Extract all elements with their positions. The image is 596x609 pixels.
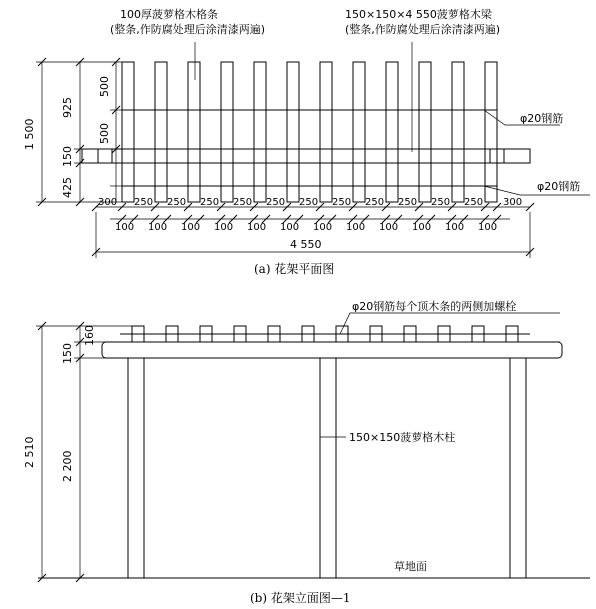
rebar-label-2: φ20钢筋 xyxy=(537,180,581,193)
dim-spacing: 250 xyxy=(167,197,187,208)
plan-slats xyxy=(122,62,497,202)
note-beam-2: (整条,作防腐处理后涂清漆两遍) xyxy=(345,23,501,36)
dim-elev-slat: 160 xyxy=(83,325,96,346)
elev-column-left xyxy=(128,358,144,578)
dim-slat-width: 100 xyxy=(346,222,366,233)
dim-elev-beam: 150 xyxy=(61,343,74,364)
elev-column-right xyxy=(510,358,526,578)
plan-slat xyxy=(254,62,266,202)
dim-spacing: 250 xyxy=(134,197,154,208)
dim-lower: 425 xyxy=(61,177,74,198)
dim-slat-width: 100 xyxy=(379,222,399,233)
note-slat-2: (整条,作防腐处理后涂清漆两遍) xyxy=(110,23,266,36)
dim-slat-width: 100 xyxy=(148,222,168,233)
dim-total-length: 4 550 xyxy=(290,238,322,251)
dim-spacing: 250 xyxy=(431,197,451,208)
plan-view xyxy=(23,7,590,276)
dim-slat-width: 100 xyxy=(115,222,135,233)
plan-slat xyxy=(155,62,167,202)
dim-slat-width: 100 xyxy=(412,222,432,233)
dim-end-left: 300 xyxy=(98,197,118,208)
dim-total-height: 1 500 xyxy=(23,118,36,150)
elev-column-middle xyxy=(320,358,336,578)
plan-slat xyxy=(485,62,497,202)
plan-beam xyxy=(82,149,530,163)
plan-slat xyxy=(188,62,200,202)
dim-spacing: 250 xyxy=(266,197,286,208)
dim-slat-width: 100 xyxy=(280,222,300,233)
bolt-note: φ20钢筋每个顶木条的两侧加螺栓 xyxy=(352,300,517,313)
dim-500-b: 500 xyxy=(98,123,111,144)
column-note: 150×150菠萝格木柱 xyxy=(349,431,456,444)
dim-elev-column: 2 200 xyxy=(61,450,74,482)
dim-elev-total: 2 510 xyxy=(23,436,36,468)
note-beam-1: 150×150×4 550菠萝格木梁 xyxy=(345,8,492,21)
dim-spacing: 250 xyxy=(365,197,385,208)
plan-slats-over xyxy=(122,149,497,163)
rebar-label-1: φ20钢筋 xyxy=(520,112,564,125)
dim-upper: 925 xyxy=(61,97,74,118)
plan-column-left xyxy=(98,149,112,163)
dim-spacing: 250 xyxy=(398,197,418,208)
plan-slat xyxy=(452,62,464,202)
dim-slat-width: 100 xyxy=(181,222,201,233)
dim-slat-width: 100 xyxy=(478,222,498,233)
dim-slat-width: 100 xyxy=(214,222,234,233)
dim-spacing: 250 xyxy=(200,197,220,208)
dim-spacing: 250 xyxy=(464,197,484,208)
dim-slat-width: 100 xyxy=(313,222,333,233)
elevation-caption: (b) 花架立面图—1 xyxy=(250,591,351,605)
plan-slat xyxy=(419,62,431,202)
ground-label: 草地面 xyxy=(394,560,427,573)
dim-150: 150 xyxy=(61,146,74,167)
dim-500-a: 500 xyxy=(98,76,111,97)
plan-slat xyxy=(386,62,398,202)
plan-slat xyxy=(122,62,134,202)
elevation-view xyxy=(23,299,590,605)
dim-slat-width: 100 xyxy=(247,222,267,233)
dim-spacing: 250 xyxy=(233,197,253,208)
dim-spacing: 250 xyxy=(299,197,319,208)
dim-slat-width: 100 xyxy=(445,222,465,233)
plan-caption: (a) 花架平面图 xyxy=(254,262,335,276)
plan-slat xyxy=(221,62,233,202)
dim-spacing: 250 xyxy=(332,197,352,208)
note-slat-1: 100厚菠萝格木格条 xyxy=(120,8,218,21)
dim-end-right: 300 xyxy=(503,197,523,208)
elev-beam xyxy=(102,342,562,358)
plan-slat xyxy=(320,62,332,202)
plan-slat xyxy=(287,62,299,202)
plan-slat xyxy=(353,62,365,202)
